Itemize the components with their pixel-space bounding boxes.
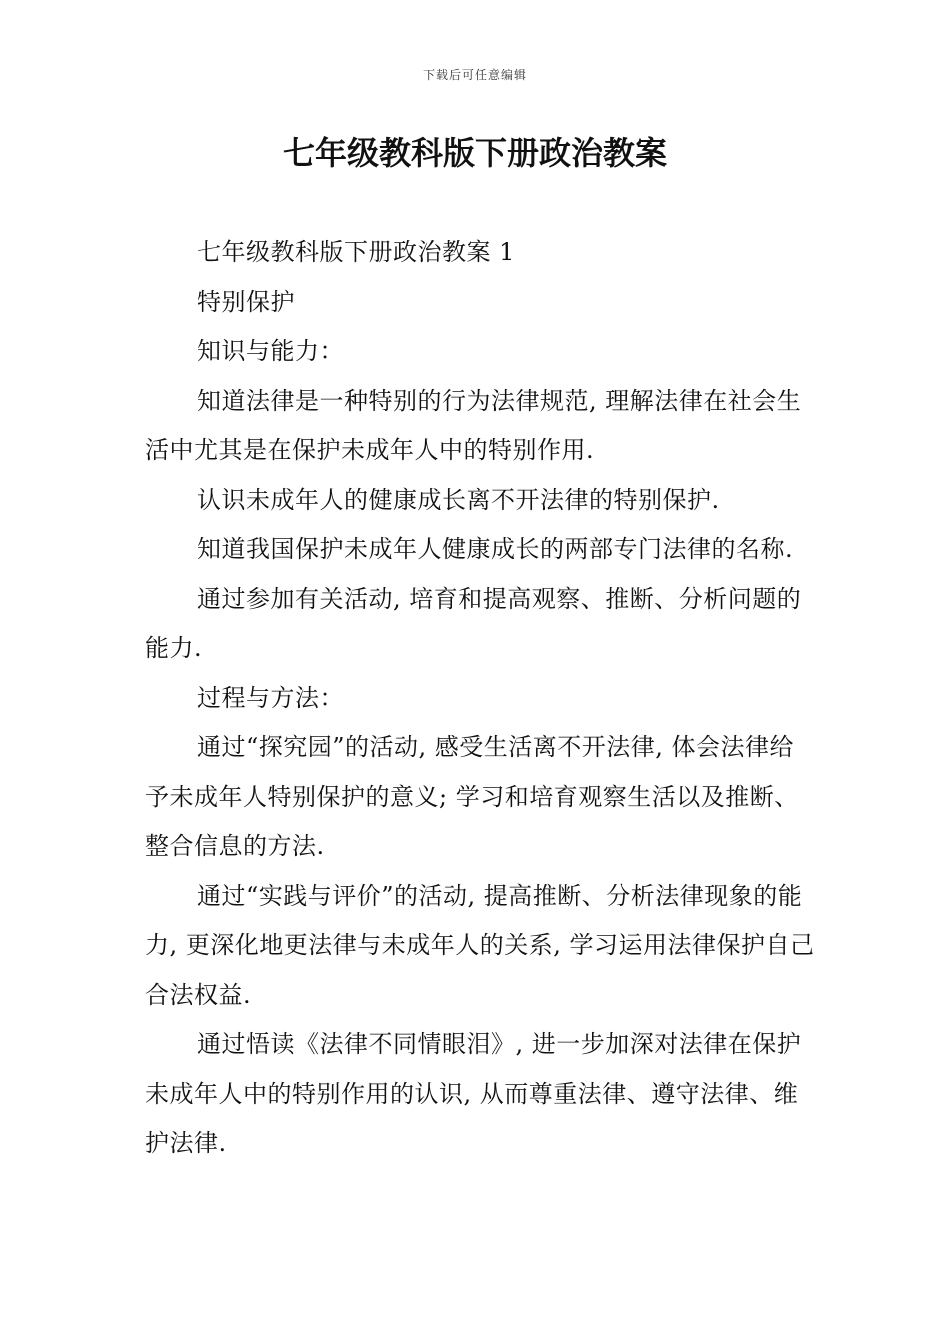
subheading-knowledge: 知识与能力： <box>197 337 344 365</box>
body-paragraph: 通过“实践与评价”的活动, 提高推断、分析法律现象的能力, 更深化地更法律与未成年人的关系, 学习运用法律保护自己合法权益. <box>145 881 815 1009</box>
document-body <box>145 228 815 1169</box>
subheading-process: 过程与方法： <box>197 683 344 712</box>
body-paragraph: 知道我国保护未成年人健康成长的两部专门法律的名称. <box>197 535 794 563</box>
body-paragraph: 知道法律是一种特别的行为法律规范, 理解法律在社会生活中尤其是在保护未成年人中的特别作用. <box>145 386 802 464</box>
header-note: 下载后可任意编辑 <box>422 68 527 82</box>
body-paragraph: 通过参加有关活动, 培育和提高观察、推断、分析问题的能力. <box>145 584 802 662</box>
body-paragraph: 认识未成年人的健康成长离不开法律的特别保护. <box>197 485 720 514</box>
body-paragraph: 通过“探究园”的活动, 感受生活离不开法律, 体会法律给予未成年人特别保护的意义; 学习和培育观察生活以及推断、整合信息的方法. <box>145 733 799 860</box>
topic-heading: 特别保护 <box>197 287 295 316</box>
section-heading: 七年级教科版下册政治教案 1 <box>197 238 515 266</box>
document-title: 七年级教科版下册政治教案 <box>282 134 667 172</box>
body-paragraph: 通过悟读《法律不同情眼泪》, 进一步加深对法律在保护未成年人中的特别作用的认识, 从而尊重法律、遵守法律、维护法律. <box>145 1030 802 1157</box>
